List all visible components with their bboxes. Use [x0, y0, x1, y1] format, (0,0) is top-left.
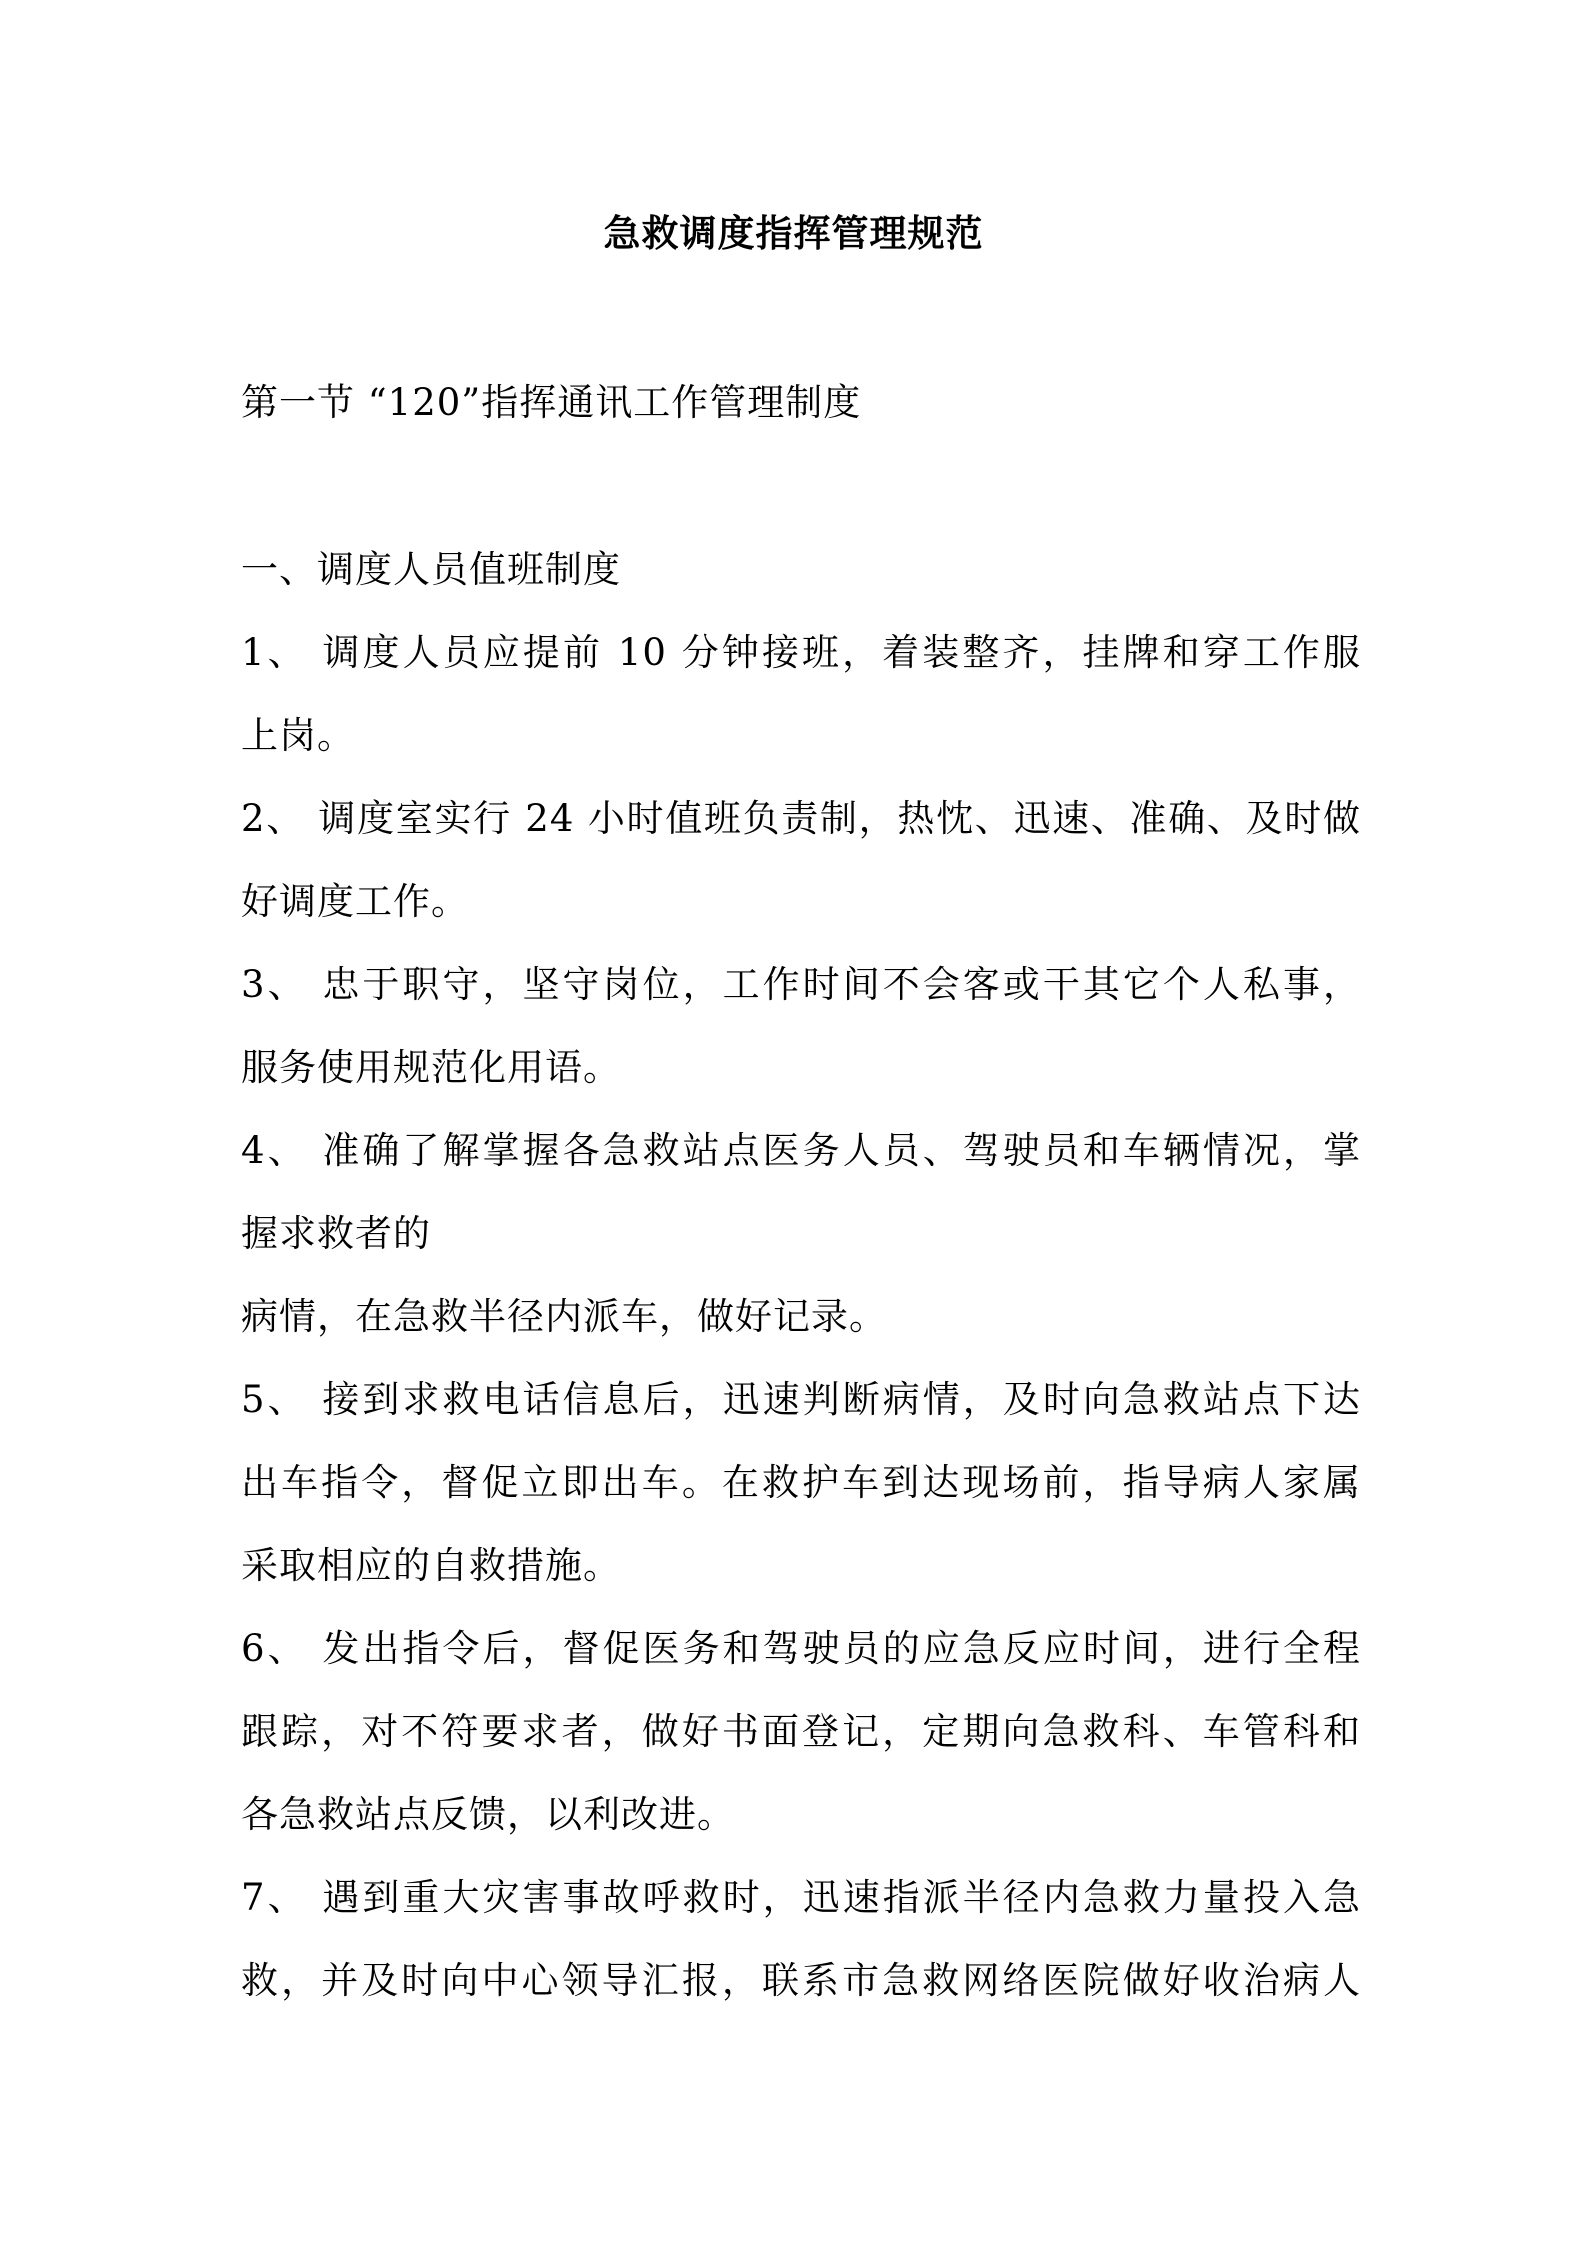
- paragraph-line: 5、 接到求救电话信息后，迅速判断病情，及时向急救站点下达: [241, 1378, 1361, 1421]
- paragraph-line: 上岗。: [241, 714, 355, 757]
- paragraph-line: 各急救站点反馈，以利改进。: [241, 1793, 735, 1836]
- paragraph-line: 服务使用规范化用语。: [241, 1046, 621, 1089]
- paragraph-line: 6、 发出指令后，督促医务和驾驶员的应急反应时间，进行全程: [241, 1627, 1361, 1670]
- paragraph-line: 2、 调度室实行 24 小时值班负责制，热忱、迅速、准确、及时做: [241, 797, 1361, 840]
- paragraph-line: 跟踪，对不符要求者，做好书面登记，定期向急救科、车管科和: [241, 1710, 1361, 1753]
- paragraph-line: 3、 忠于职守，坚守岗位，工作时间不会客或干其它个人私事，: [241, 963, 1361, 1006]
- section-heading: 第一节 “120”指挥通讯工作管理制度: [241, 381, 862, 424]
- paragraph-line: 出车指令，督促立即出车。在救护车到达现场前，指导病人家属: [241, 1461, 1361, 1504]
- subheading: 一、调度人员值班制度: [241, 548, 621, 591]
- paragraph-line: 采取相应的自救措施。: [241, 1544, 621, 1587]
- document-title: 急救调度指挥管理规范: [603, 211, 984, 255]
- paragraph-line: 1、 调度人员应提前 10 分钟接班，着装整齐，挂牌和穿工作服: [241, 631, 1361, 674]
- paragraph-line: 7、 遇到重大灾害事故呼救时，迅速指派半径内急救力量投入急: [241, 1876, 1361, 1919]
- paragraph-line: 4、 准确了解掌握各急救站点医务人员、驾驶员和车辆情况，掌: [241, 1129, 1361, 1172]
- paragraph-line: 好调度工作。: [241, 880, 469, 923]
- paragraph-line: 救，并及时向中心领导汇报，联系市急救网络医院做好收治病人: [241, 1959, 1361, 2002]
- paragraph-line: 握求救者的: [241, 1212, 431, 1255]
- paragraph-line: 病情，在急救半径内派车，做好记录。: [241, 1295, 887, 1338]
